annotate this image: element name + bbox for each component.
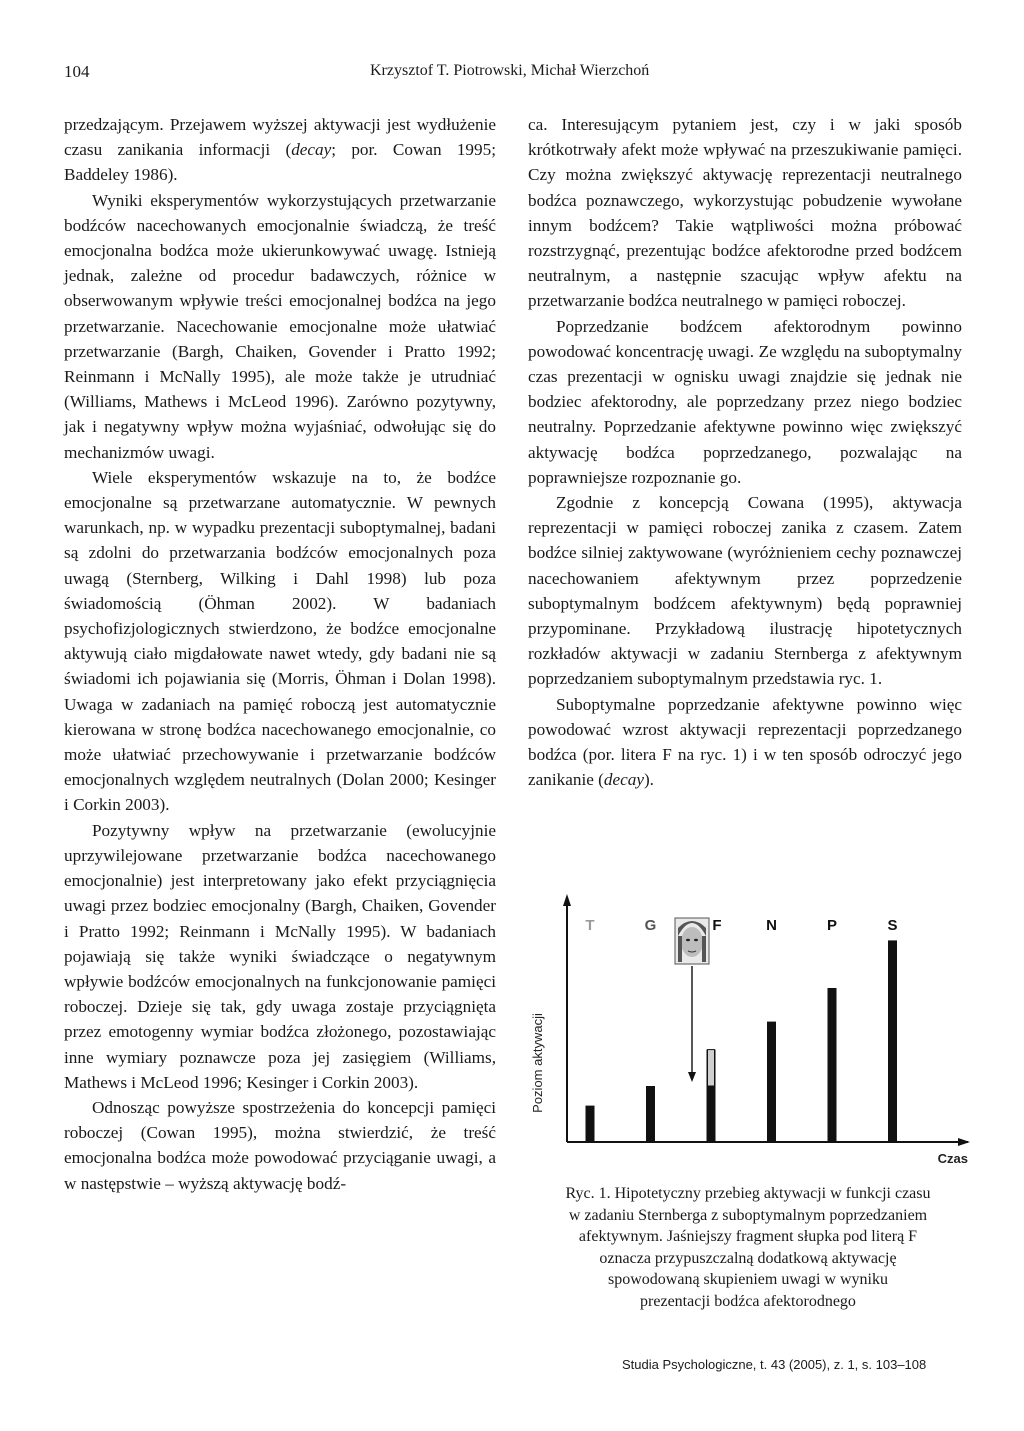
paragraph: przedzającym. Przejawem wyższej aktywacji jest wydłużenie czasu zanikania informacji (decay; por. Cowan 1995; Baddeley 1986). — [64, 115, 496, 185]
figure-caption — [528, 1183, 968, 1312]
caption-line: spowodowaną skupieniem uwagi w wyniku — [608, 1271, 888, 1288]
paragraph: Wyniki eksperymentów wykorzystujących przetwarzanie bodźców nacechowanych emocjonalnie świadczą, że treść emocjonalna bodźca może ukierunkowywać uwagę. Istnieją jednak, zależne od procedur badawczych, różnice w obserwowanym wpływie treści emocjonalnej bodźca na jego przetwarzanie. Nacechowanie emocjonalne może ułatwiać przetwarzanie (Bargh, Chaiken, Govender i Pratto 1992; Reinmann i McNally 1995), ale może także je utrudniać (Williams, Mathews i McLeod 1996). Zarówno pozytywny, jak i negatywny wpływ można wyjaśniać, odwołując się do mechanizmów uwagi. — [64, 190, 496, 462]
bar-label-N: N — [766, 917, 777, 934]
page-number: 104 — [64, 62, 90, 81]
paragraph: Wiele eksperymentów wskazuje na to, że bodźce emocjonalne są przetwarzane automatycznie. W pewnych warunkach, np. w wypadku prezentacji suboptymalnej, badani są zdolni do przetwarzania bodźców emocjonalnych poza uwagą (Sternberg, Wilking i Dahl 1998) lub poza świadomością (Öhman 2002). W badaniach psychofizjologicznych stwierdzono, że bodźce emocjonalne aktywują ciało migdałowate nawet wtedy, gdy badani nie są świadomi ich pojawiania się (Morris, Öhman i Dolan 1998). Uwaga w zadaniach na pamięć roboczą jest automatycznie kierowana w stronę bodźca nacechowanego emocjonalnie, co może ułatwiać przechowywanie i przetwarzanie bodźców emocjonalnych względem neutralnych (Dolan 2000; Kesinger i Corkin 2003). — [64, 467, 496, 815]
bar-F-extra-activation — [708, 1050, 715, 1086]
right-column — [528, 112, 962, 792]
caption-line: Ryc. 1. Hipotetyczny przebieg aktywacji w funkcji czasu — [565, 1185, 931, 1202]
paragraph: Poprzedzanie bodźcem afektorodnym powinno powodować koncentrację uwagi. Ze względu na suboptymalny czas prezentacji w ognisku uwagi znajdzie się jednak nie bodziec afektorodny, ale poprzedzany przez niego bodziec neutralny. Poprzedzanie afektywne powinno więc zwiększyć aktywację bodźca poprzedzanego, pozwalając na poprawniejsze rozpoznanie go. — [528, 316, 962, 487]
bar-label-T: T — [585, 917, 595, 934]
bar-G — [646, 1086, 655, 1142]
paragraph: Suboptymalne poprzedzanie afektywne powinno więc powodować wzrost aktywacji reprezentacji poprzedzanego bodźca (por. litera F na ryc. 1) i w ten sposób odroczyć jego zanikanie (decay). — [528, 694, 962, 790]
bar-P — [828, 988, 837, 1142]
x-axis-arrow-icon — [958, 1138, 970, 1146]
caption-line: afektywnym. Jaśniejszy fragment słupka pod literą F — [578, 1228, 918, 1245]
running-head: Krzysztof T. Piotrowski, Michał Wierzchoń — [370, 62, 650, 79]
activation-figure — [520, 888, 970, 1168]
paragraph: Zgodnie z koncepcją Cowana (1995), aktywacja reprezentacji w pamięci roboczej zanika z czasem. Zatem bodźce silniej zaktywowane (wyróżnieniem cechy poznawczej nacechowaniem afektywnym przez poprzedzenie suboptymalnym bodźcem afektywnym) będą poprawniej przypominane. Przykładową ilustrację hipotetycznych rozkładów aktywacji w zadaniu Sternberga z afektywnym poprzedzaniem suboptymalnym przedstawia ryc. 1. — [528, 493, 962, 689]
caption-line: w zadaniu Sternberga z suboptymalnym poprzedzaniem — [568, 1206, 928, 1224]
left-column — [64, 112, 496, 1196]
paragraph: Pozytywny wpływ na przetwarzanie (ewolucyjnie uprzywilejowane przetwarzanie bodźca nacechowanego emocjonalnie) jest interpretowany jako efekt przyciągnięcia uwagi przez bodziec emocjonalny (Bargh, Chaiken, Govender i Pratto 1992; Reinmann i McNally 1995). W badaniach pojawiają się także wyniki świadczące o negatywnym wpływie bodźców emocjonalnych na funkcjonowanie pamięci roboczej. Dzieje się tak, gdy uwaga zostaje przyciągnięta przez emotogenny wymiar bodźca złożonego, pozostawiając inne wymiary poznawcze poza jej zasięgiem (Williams, Mathews i McLeod 1996; Kesinger i Corkin 2003). — [64, 820, 496, 1092]
activation-chart — [520, 888, 970, 1168]
paragraph: ca. Interesującym pytaniem jest, czy i w jaki sposób krótkotrwały afekt może wpływać na przeszukiwanie pamięci. Czy można zwiększyć aktywację reprezentacji neutralnego bodźca poznawczego, wykorzystując pobudzenie wywołane innym bodźcem? Takie wątpliwości można próbować rozstrzygnąć, prezentując bodźce afektorodne przed bodźcem neutralnym, a następnie szacując wpływ afektu na przetwarzanie bodźca neutralnego w pamięci roboczej. — [528, 115, 962, 311]
bar-label-G: G — [644, 917, 657, 934]
x-axis-label: Czas — [937, 1151, 968, 1166]
bar-T — [586, 1106, 595, 1142]
y-axis-label: Poziom aktywacji — [530, 1013, 545, 1113]
bar-label-P: P — [826, 917, 838, 934]
bars-group — [585, 917, 897, 1142]
face-photo — [675, 918, 709, 964]
caption-line: prezentacji bodźca afektorodnego — [640, 1292, 856, 1310]
bar-N — [767, 1022, 776, 1142]
journal-citation: Studia Psychologiczne, t. 43 (2005), z. 1, s. 103–108 — [622, 1357, 927, 1372]
down-arrow-icon — [688, 966, 696, 1082]
bar-S — [888, 940, 897, 1142]
paragraph: Odnosząc powyższe spostrzeżenia do koncepcji pamięci roboczej (Cowan 1995), można stwierdzić, że treść emocjonalna bodźca może powodować przyciąganie uwagi, a w następstwie – wyższą aktywację bodź- — [64, 1097, 496, 1193]
caption-line: oznacza przypuszczalną dodatkową aktywację — [599, 1249, 897, 1267]
page-header — [0, 62, 1024, 86]
bar-label-S: S — [887, 917, 898, 934]
y-axis-arrow-icon — [563, 894, 571, 906]
bar-label-F: F — [712, 917, 722, 934]
